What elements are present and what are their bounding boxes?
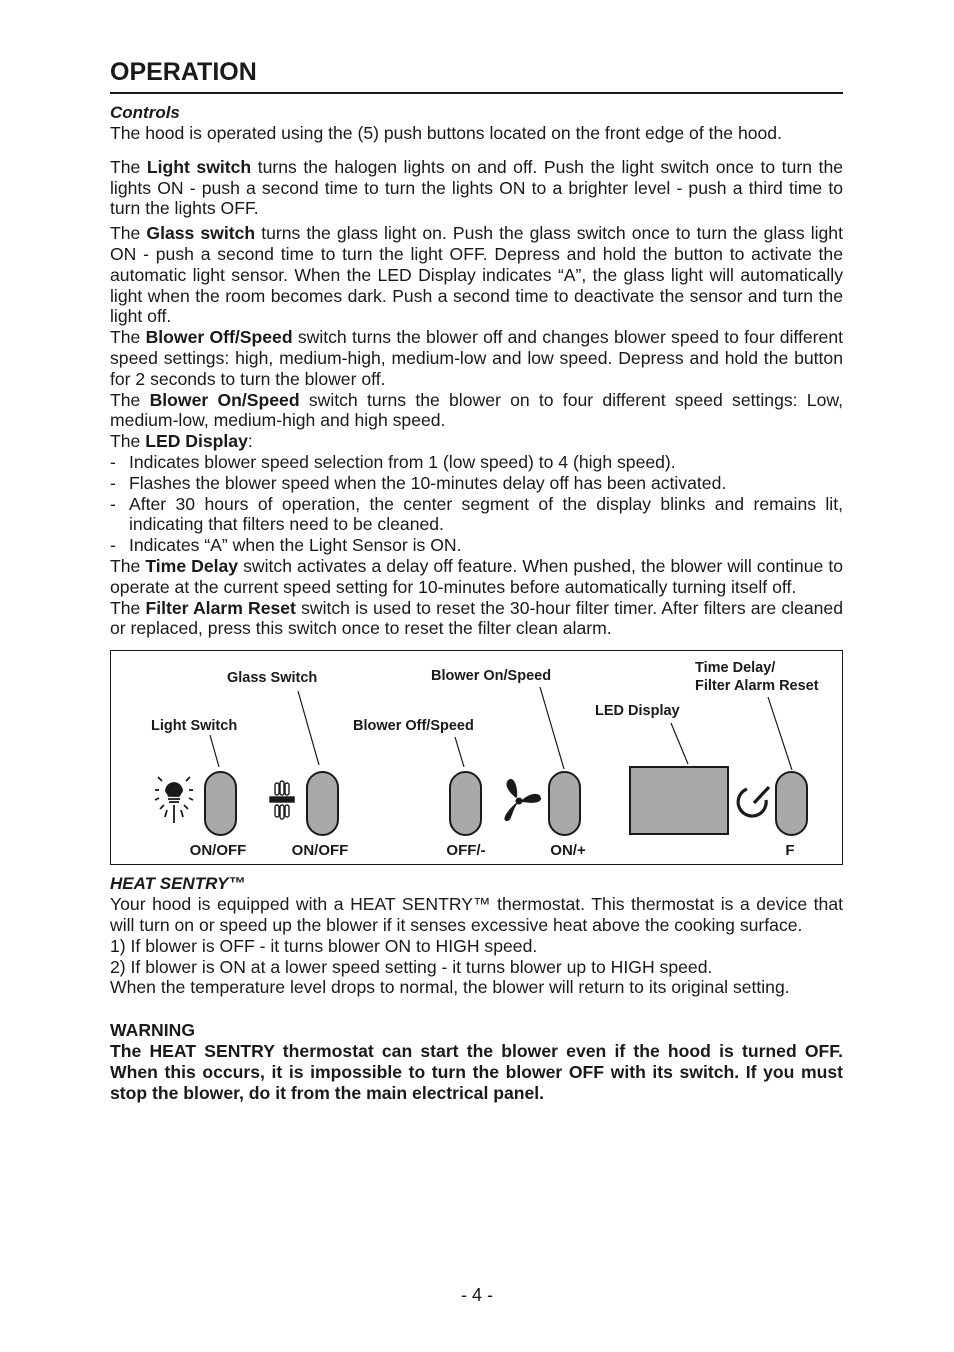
blower-on-paragraph: The Blower On/Speed switch turns the blower on to four different speed settings: Low, medium-low, medium-high and high speed.: [110, 389, 843, 431]
blower-off-paragraph: The Blower Off/Speed switch turns the blower off and changes blower speed to four different speed settings: high, medium-high, medium-low and low speed. Depress and hold the button for 2 seconds to turn the blower off.: [110, 327, 843, 389]
leader-lines: [210, 687, 792, 770]
time-delay-filter-button[interactable]: [776, 772, 807, 835]
list-item: - After 30 hours of operation, the center segment of the display blinks and remains lit, indicating that filters need to be cleaned.: [110, 494, 843, 536]
blower-on-speed-button[interactable]: [549, 772, 580, 835]
light-switch-term: Light switch: [146, 156, 252, 177]
list-item: - Indicates blower speed selection from 1 (low speed) to 4 (high speed).: [110, 452, 843, 473]
title-rule: [110, 92, 843, 94]
warning-text: The HEAT SENTRY thermostat can start the blower even if the hood is turned OFF. When this occurs, it is impossible to turn the blower OFF with its switch. If you must stop the blower, do it from the main electrical panel.: [110, 1040, 843, 1103]
fan-icon: [504, 779, 541, 821]
led-display-term: LED Display: [145, 431, 248, 452]
heat-sentry-after: When the temperature level drops to normal, the blower will return to its original setting.: [110, 977, 790, 998]
caption-blower-off: OFF/-: [446, 842, 486, 860]
page-number: - 4 -: [460, 1285, 493, 1305]
page-content: [110, 56, 843, 1103]
blower-off-speed-button[interactable]: [450, 772, 481, 835]
page-title: OPERATION: [110, 58, 257, 86]
time-delay-term: Time Delay: [145, 555, 239, 576]
filter-reset-paragraph: The Filter Alarm Reset switch is used to reset the 30-hour filter timer. After filters are cleaned or replaced, press this switch once to reset the filter clean alarm.: [110, 597, 843, 639]
caption-filter: F: [785, 842, 795, 860]
label-blower-on-speed: Blower On/Speed: [431, 668, 552, 685]
heat-sentry-heading: HEAT SENTRY™: [110, 874, 246, 894]
blower-off-term: Blower Off/Speed: [145, 327, 293, 348]
label-blower-off-speed: Blower Off/Speed: [353, 718, 474, 735]
led-display: [630, 767, 728, 834]
label-light-switch: Light Switch: [151, 718, 238, 735]
controls-heading: Controls: [110, 103, 180, 122]
label-glass-switch: Glass Switch: [227, 670, 318, 687]
control-panel-diagram: [110, 650, 843, 865]
light-switch-button[interactable]: [205, 772, 236, 835]
light-switch-paragraph: The Light switch turns the halogen lights on and off. Push the light switch once to turn the lights ON - push a second time to turn the lights ON to a brighter level - push a third time to turn the lights OFF.: [110, 156, 844, 219]
glass-light-icon: [270, 781, 294, 819]
led-display-list: [110, 452, 843, 556]
timer-icon: [738, 787, 769, 816]
label-time-delay-1: Time Delay/: [695, 660, 776, 677]
time-delay-paragraph: The Time Delay switch activates a delay off feature. When pushed, the blower will continue to operate at the current speed setting for 10-minutes before automatically turning itself off.: [110, 555, 843, 597]
glass-switch-button[interactable]: [307, 772, 338, 835]
warning-heading: WARNING: [110, 1020, 196, 1041]
filter-reset-term: Filter Alarm Reset: [145, 597, 296, 618]
caption-glass-on-off: ON/OFF: [291, 842, 349, 860]
glass-switch-paragraph: The Glass switch turns the glass light on. Push the glass switch once to turn the glass light ON - push a second time to turn the light OFF. Depress and hold the button to activate the automatic light sensor. When the LED Display indicates “A”, the glass light will automatically light when the room becomes dark. Push a second time to deactivate the sensor and turn the light off.: [110, 223, 843, 327]
label-led-display: LED Display: [595, 703, 680, 720]
label-time-delay-2: Filter Alarm Reset: [695, 678, 819, 695]
heat-sentry-item-1: 1) If blower is OFF - it turns blower ON to HIGH speed.: [110, 935, 538, 956]
glass-switch-term: Glass switch: [146, 223, 256, 244]
caption-blower-on: ON/+: [550, 842, 586, 860]
heat-sentry-text: Your hood is equipped with a HEAT SENTRY™ thermostat. This thermostat is a device that will turn on or speed up the blower if it senses excessive heat above the cooking surface.: [110, 894, 843, 935]
led-display-paragraph: The LED Display:: [110, 431, 253, 452]
controls-intro: The hood is operated using the (5) push buttons located on the front edge of the hood.: [110, 123, 782, 143]
warning-block: [110, 1020, 843, 1103]
heat-sentry-item-2: 2) If blower is ON at a lower speed setting - it turns blower up to HIGH speed.: [110, 956, 713, 977]
caption-light-on-off: ON/OFF: [189, 842, 247, 860]
list-item: - Flashes the blower speed when the 10-minutes delay off has been activated.: [110, 473, 843, 494]
list-item: - Indicates “A” when the Light Sensor is ON.: [110, 535, 843, 556]
blower-on-term: Blower On/Speed: [149, 389, 300, 410]
light-bulb-icon: [155, 777, 193, 823]
